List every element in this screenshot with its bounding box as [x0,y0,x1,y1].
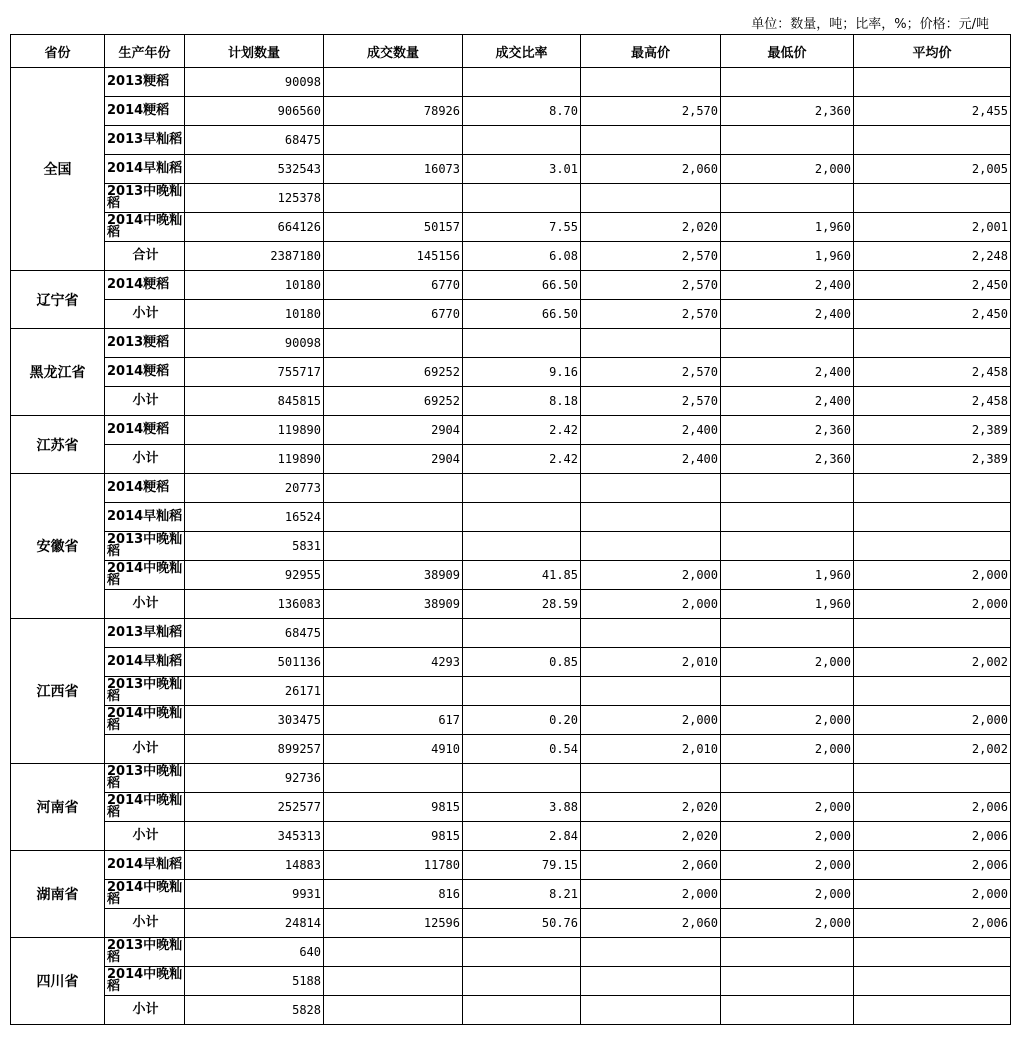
min-price-cell: 2,000 [721,706,854,735]
plan-qty-cell: 303475 [185,706,324,735]
max-price-cell: 2,400 [581,445,721,474]
subtotal-label-cell: 小计 [105,387,185,416]
subtotal-row [11,590,1011,619]
year-cell: 2014早籼稻 [105,155,185,184]
header-province: 省份 [11,35,105,68]
deal-qty-cell [324,532,463,561]
min-price-cell [721,329,854,358]
subtotal-row [11,909,1011,938]
avg-price-cell: 2,389 [854,445,1011,474]
table-row [11,68,1011,97]
deal-qty-cell [324,184,463,213]
header-min-price: 最低价 [721,35,854,68]
deal-qty-cell: 38909 [324,590,463,619]
header-row [11,35,1011,68]
min-price-cell [721,126,854,155]
table-row [11,967,1011,996]
plan-qty-cell: 92955 [185,561,324,590]
year-cell: 2013早籼稻 [105,126,185,155]
plan-qty-cell: 20773 [185,474,324,503]
year-cell: 2014中晚籼稻 [105,793,185,822]
max-price-cell [581,996,721,1025]
province-cell: 河南省 [11,764,105,851]
min-price-cell: 2,400 [721,300,854,329]
deal-qty-cell: 69252 [324,358,463,387]
min-price-cell: 2,000 [721,155,854,184]
deal-ratio-cell: 41.85 [463,561,581,590]
plan-qty-cell: 906560 [185,97,324,126]
subtotal-row [11,735,1011,764]
deal-ratio-cell: 0.20 [463,706,581,735]
header-deal-ratio: 成交比率 [463,35,581,68]
table-row [11,329,1011,358]
avg-price-cell [854,677,1011,706]
avg-price-cell [854,619,1011,648]
max-price-cell: 2,000 [581,706,721,735]
plan-qty-cell: 16524 [185,503,324,532]
subtotal-row [11,387,1011,416]
min-price-cell [721,938,854,967]
min-price-cell: 2,360 [721,445,854,474]
max-price-cell: 2,020 [581,793,721,822]
header-avg-price: 平均价 [854,35,1011,68]
deal-qty-cell [324,967,463,996]
deal-qty-cell: 6770 [324,271,463,300]
deal-qty-cell: 6770 [324,300,463,329]
table-row [11,184,1011,213]
year-cell: 2013粳稻 [105,329,185,358]
avg-price-cell: 2,006 [854,909,1011,938]
max-price-cell: 2,400 [581,416,721,445]
avg-price-cell [854,126,1011,155]
deal-ratio-cell [463,532,581,561]
header-max-price: 最高价 [581,35,721,68]
deal-ratio-cell: 79.15 [463,851,581,880]
max-price-cell: 2,000 [581,590,721,619]
year-cell: 2014中晚籼稻 [105,880,185,909]
header-deal-qty: 成交数量 [324,35,463,68]
deal-qty-cell: 9815 [324,793,463,822]
subtotal-row [11,445,1011,474]
min-price-cell [721,619,854,648]
table-row [11,416,1011,445]
table-row [11,648,1011,677]
avg-price-cell: 2,450 [854,271,1011,300]
deal-ratio-cell [463,503,581,532]
deal-qty-cell: 38909 [324,561,463,590]
min-price-cell: 1,960 [721,213,854,242]
deal-ratio-cell [463,474,581,503]
min-price-cell: 2,000 [721,648,854,677]
min-price-cell: 1,960 [721,561,854,590]
plan-qty-cell: 26171 [185,677,324,706]
min-price-cell: 2,000 [721,880,854,909]
avg-price-cell: 2,458 [854,387,1011,416]
avg-price-cell: 2,002 [854,735,1011,764]
avg-price-cell [854,474,1011,503]
table-row [11,503,1011,532]
auction-results-table [10,34,1011,1025]
plan-qty-cell: 24814 [185,909,324,938]
deal-ratio-cell [463,938,581,967]
table-body [11,68,1011,1025]
year-cell: 2013中晚籼稻 [105,184,185,213]
plan-qty-cell: 252577 [185,793,324,822]
year-cell: 2014中晚籼稻 [105,213,185,242]
header-year: 生产年份 [105,35,185,68]
deal-qty-cell [324,938,463,967]
plan-qty-cell: 755717 [185,358,324,387]
subtotal-row [11,822,1011,851]
year-cell: 2013中晚籼稻 [105,938,185,967]
max-price-cell: 2,570 [581,242,721,271]
plan-qty-cell: 90098 [185,329,324,358]
province-cell: 四川省 [11,938,105,1025]
year-cell: 2014中晚籼稻 [105,967,185,996]
year-cell: 2014粳稻 [105,474,185,503]
table-row [11,793,1011,822]
deal-ratio-cell: 2.42 [463,416,581,445]
avg-price-cell: 2,389 [854,416,1011,445]
subtotal-label-cell: 小计 [105,735,185,764]
table-row [11,764,1011,793]
year-cell: 2013粳稻 [105,68,185,97]
max-price-cell: 2,570 [581,300,721,329]
avg-price-cell: 2,248 [854,242,1011,271]
plan-qty-cell: 68475 [185,126,324,155]
subtotal-label-cell: 小计 [105,300,185,329]
max-price-cell: 2,010 [581,735,721,764]
year-cell: 2014粳稻 [105,271,185,300]
avg-price-cell [854,532,1011,561]
deal-qty-cell: 2904 [324,445,463,474]
province-cell: 全国 [11,68,105,271]
max-price-cell: 2,020 [581,822,721,851]
plan-qty-cell: 5831 [185,532,324,561]
unit-note: 单位：数量，吨；比率，%；价格：元/吨 [751,17,989,32]
province-cell: 辽宁省 [11,271,105,329]
province-cell: 湖南省 [11,851,105,938]
table-row [11,880,1011,909]
deal-ratio-cell: 0.54 [463,735,581,764]
avg-price-cell [854,996,1011,1025]
deal-qty-cell: 78926 [324,97,463,126]
min-price-cell: 2,000 [721,822,854,851]
subtotal-label-cell: 小计 [105,445,185,474]
min-price-cell: 1,960 [721,590,854,619]
deal-ratio-cell: 2.84 [463,822,581,851]
max-price-cell [581,764,721,793]
deal-ratio-cell: 8.18 [463,387,581,416]
table-row [11,532,1011,561]
avg-price-cell [854,764,1011,793]
min-price-cell [721,68,854,97]
deal-qty-cell [324,329,463,358]
deal-qty-cell: 145156 [324,242,463,271]
deal-ratio-cell [463,967,581,996]
deal-ratio-cell [463,68,581,97]
deal-ratio-cell [463,184,581,213]
avg-price-cell: 2,000 [854,561,1011,590]
max-price-cell [581,126,721,155]
year-cell: 2014中晚籼稻 [105,561,185,590]
table-row [11,213,1011,242]
year-cell: 2014早籼稻 [105,648,185,677]
min-price-cell: 2,000 [721,793,854,822]
max-price-cell [581,677,721,706]
min-price-cell: 2,400 [721,387,854,416]
max-price-cell [581,967,721,996]
plan-qty-cell: 640 [185,938,324,967]
plan-qty-cell: 532543 [185,155,324,184]
deal-qty-cell: 2904 [324,416,463,445]
deal-ratio-cell [463,764,581,793]
year-cell: 2013中晚籼稻 [105,532,185,561]
max-price-cell: 2,010 [581,648,721,677]
max-price-cell [581,938,721,967]
max-price-cell: 2,000 [581,880,721,909]
deal-ratio-cell: 0.85 [463,648,581,677]
min-price-cell [721,184,854,213]
max-price-cell: 2,060 [581,851,721,880]
deal-qty-cell [324,68,463,97]
deal-qty-cell: 11780 [324,851,463,880]
deal-ratio-cell: 6.08 [463,242,581,271]
deal-ratio-cell [463,619,581,648]
min-price-cell: 2,000 [721,909,854,938]
avg-price-cell: 2,450 [854,300,1011,329]
deal-qty-cell: 9815 [324,822,463,851]
max-price-cell [581,68,721,97]
deal-qty-cell: 617 [324,706,463,735]
table-row [11,851,1011,880]
max-price-cell: 2,060 [581,909,721,938]
province-cell: 安徽省 [11,474,105,619]
plan-qty-cell: 92736 [185,764,324,793]
plan-qty-cell: 90098 [185,68,324,97]
year-cell: 2014中晚籼稻 [105,706,185,735]
deal-qty-cell: 12596 [324,909,463,938]
avg-price-cell: 2,000 [854,706,1011,735]
deal-ratio-cell: 8.70 [463,97,581,126]
plan-qty-cell: 5188 [185,967,324,996]
min-price-cell: 2,360 [721,97,854,126]
year-cell: 2014粳稻 [105,358,185,387]
avg-price-cell [854,503,1011,532]
min-price-cell [721,532,854,561]
deal-ratio-cell [463,329,581,358]
table-row [11,677,1011,706]
max-price-cell: 2,570 [581,97,721,126]
max-price-cell: 2,020 [581,213,721,242]
deal-ratio-cell: 66.50 [463,300,581,329]
max-price-cell: 2,060 [581,155,721,184]
subtotal-row [11,300,1011,329]
province-cell: 江苏省 [11,416,105,474]
avg-price-cell [854,329,1011,358]
plan-qty-cell: 125378 [185,184,324,213]
table-row [11,706,1011,735]
subtotal-label-cell: 小计 [105,909,185,938]
table-row [11,619,1011,648]
avg-price-cell: 2,001 [854,213,1011,242]
subtotal-label-cell: 小计 [105,996,185,1025]
plan-qty-cell: 345313 [185,822,324,851]
deal-qty-cell [324,677,463,706]
deal-ratio-cell [463,996,581,1025]
plan-qty-cell: 9931 [185,880,324,909]
max-price-cell [581,474,721,503]
plan-qty-cell: 10180 [185,271,324,300]
year-cell: 2014早籼稻 [105,503,185,532]
year-cell: 2013中晚籼稻 [105,764,185,793]
subtotal-row [11,996,1011,1025]
deal-ratio-cell [463,677,581,706]
deal-qty-cell: 50157 [324,213,463,242]
avg-price-cell: 2,006 [854,851,1011,880]
header-plan-qty: 计划数量 [185,35,324,68]
deal-ratio-cell: 8.21 [463,880,581,909]
deal-ratio-cell [463,126,581,155]
table-row [11,126,1011,155]
table-row [11,358,1011,387]
deal-ratio-cell: 7.55 [463,213,581,242]
max-price-cell [581,329,721,358]
avg-price-cell: 2,000 [854,880,1011,909]
min-price-cell [721,677,854,706]
plan-qty-cell: 2387180 [185,242,324,271]
avg-price-cell: 2,458 [854,358,1011,387]
avg-price-cell: 2,006 [854,822,1011,851]
deal-ratio-cell: 66.50 [463,271,581,300]
deal-qty-cell [324,503,463,532]
min-price-cell: 2,400 [721,358,854,387]
min-price-cell [721,967,854,996]
deal-qty-cell: 69252 [324,387,463,416]
province-cell: 江西省 [11,619,105,764]
avg-price-cell [854,68,1011,97]
subtotal-label-cell: 小计 [105,590,185,619]
avg-price-cell [854,938,1011,967]
deal-ratio-cell: 50.76 [463,909,581,938]
table-row [11,271,1011,300]
plan-qty-cell: 5828 [185,996,324,1025]
plan-qty-cell: 664126 [185,213,324,242]
max-price-cell [581,619,721,648]
table-row [11,474,1011,503]
min-price-cell [721,764,854,793]
max-price-cell [581,532,721,561]
deal-ratio-cell: 3.01 [463,155,581,184]
subtotal-row [11,242,1011,271]
table-row [11,155,1011,184]
year-cell: 2013中晚籼稻 [105,677,185,706]
min-price-cell: 2,000 [721,851,854,880]
year-cell: 2014粳稻 [105,97,185,126]
plan-qty-cell: 501136 [185,648,324,677]
plan-qty-cell: 899257 [185,735,324,764]
plan-qty-cell: 119890 [185,416,324,445]
year-cell: 2014粳稻 [105,416,185,445]
max-price-cell [581,184,721,213]
max-price-cell [581,503,721,532]
deal-qty-cell: 816 [324,880,463,909]
subtotal-label-cell: 合计 [105,242,185,271]
avg-price-cell [854,184,1011,213]
table-row [11,97,1011,126]
min-price-cell: 2,400 [721,271,854,300]
avg-price-cell [854,967,1011,996]
max-price-cell: 2,570 [581,358,721,387]
min-price-cell: 1,960 [721,242,854,271]
avg-price-cell: 2,000 [854,590,1011,619]
deal-qty-cell [324,996,463,1025]
table-row [11,938,1011,967]
min-price-cell [721,996,854,1025]
avg-price-cell: 2,002 [854,648,1011,677]
subtotal-label-cell: 小计 [105,822,185,851]
deal-qty-cell [324,474,463,503]
deal-ratio-cell: 9.16 [463,358,581,387]
max-price-cell: 2,570 [581,271,721,300]
avg-price-cell: 2,455 [854,97,1011,126]
deal-qty-cell [324,126,463,155]
year-cell: 2013早籼稻 [105,619,185,648]
deal-qty-cell: 16073 [324,155,463,184]
plan-qty-cell: 68475 [185,619,324,648]
plan-qty-cell: 14883 [185,851,324,880]
avg-price-cell: 2,006 [854,793,1011,822]
plan-qty-cell: 119890 [185,445,324,474]
plan-qty-cell: 136083 [185,590,324,619]
province-cell: 黑龙江省 [11,329,105,416]
min-price-cell [721,474,854,503]
max-price-cell: 2,570 [581,387,721,416]
table-row [11,561,1011,590]
deal-qty-cell [324,619,463,648]
min-price-cell [721,503,854,532]
avg-price-cell: 2,005 [854,155,1011,184]
deal-ratio-cell: 2.42 [463,445,581,474]
plan-qty-cell: 845815 [185,387,324,416]
deal-qty-cell: 4910 [324,735,463,764]
year-cell: 2014早籼稻 [105,851,185,880]
min-price-cell: 2,360 [721,416,854,445]
min-price-cell: 2,000 [721,735,854,764]
plan-qty-cell: 10180 [185,300,324,329]
deal-qty-cell [324,764,463,793]
deal-ratio-cell: 28.59 [463,590,581,619]
max-price-cell: 2,000 [581,561,721,590]
deal-ratio-cell: 3.88 [463,793,581,822]
deal-qty-cell: 4293 [324,648,463,677]
